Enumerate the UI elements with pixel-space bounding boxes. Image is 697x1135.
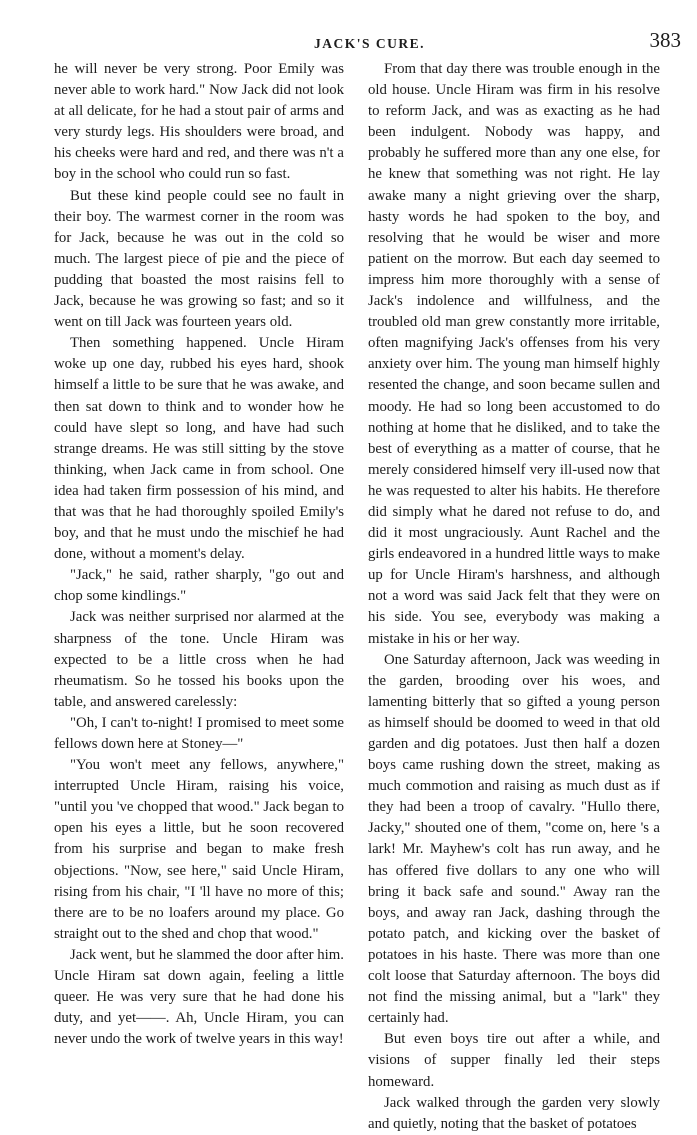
paragraph: Then something happened. Uncle Hiram woke up one day, rubbed his eyes hard, shook himself a little to be sure that he was awake, and then sat down to think and to wonder how he could have slept so long, and have had such strange dreams. He was still sitting by the stove thinking, when Jack came in from school. One idea had taken firm possession of his mind, and that was that he had thoroughly spoiled Emily's boy, and that he must undo the mischief he had done, without a moment's delay. <box>54 335 344 563</box>
text-column-left <box>54 59 344 1050</box>
paragraph: From that day there was trouble enough in the old house. Uncle Hiram was firm in his resolve to reform Jack, and was as exacting as he had been indulgent. Nobody was happy, and probably he suffered more than any one else, for he knew that something was not right. He lay awake many a night grieving over the sharp, hasty words he had spoken to the boy, and resolving that he would be wiser and more patient on the morrow. But each day seemed to impress him more thoroughly with a sense of Jack's indolence and willfulness, and the troubled old man grew constantly more irritable, often magnifying Jack's offenses from his very anxiety over him. The young man himself highly resented the change, and soon became sullen and moody. He had so long been accustomed to do nothing at home that he disliked, and to take the best of everything as a matter of course, that he merely considered himself very ill-used now that he was requested to alter his habits. He therefore did simply what he dared not refuse to do, and did it most ungraciously. Aunt Rachel and the girls endeavored in a hundred little ways to make up for Uncle Hiram's harshness, and although not a word was said Jack felt that they were on his side. You see, everybody was making a mistake in his or her way. <box>368 61 660 647</box>
page-number: 383 <box>649 28 681 52</box>
paragraph: "Oh, I can't to-night! I promised to meet some fellows down here at Stoney—" <box>54 714 344 752</box>
paragraph: One Saturday afternoon, Jack was weeding in the garden, brooding over his woes, and lamenting bitterly that so gifted a young person as himself should be doomed to weed in that old garden and dig potatoes. Just then half a dozen boys came rushing down the street, making as much commotion and raising as much dust as if they had been a troop of cavalry. "Hullo there, Jacky," shouted one of them, "come on, here 's a lark! Mr. Mayhew's colt has run away, and he has offered five dollars to any one who will bring it back safe and sound." Away ran the boys, and away ran Jack, dashing through the potato patch, and kicking over the basket of potatoes in his haste. There was more than one colt loose that Saturday afternoon. The boys did not find the missing animal, but a "lark" they certainly had. <box>368 651 660 1027</box>
page-header <box>0 28 697 58</box>
paragraph: But these kind people could see no fault in their boy. The warmest corner in the room was for Jack, because he was out in the cold so much. The largest piece of pie and the piece of pudding that boasted the most raisins fell to Jack, because he was growing so fast; and so it went on till Jack was fourteen years old. <box>54 187 344 331</box>
paragraph: he will never be very strong. Poor Emily was never able to work hard." Now Jack did not look at all delicate, for he had a stout pair of arms and very sturdy legs. His shoulders were broad, and his cheeks were hard and red, and there was n't a boy in the school who could run so fast. <box>54 61 344 183</box>
paragraph: But even boys tire out after a while, and visions of supper finally led their steps homeward. <box>368 1031 660 1090</box>
paragraph: "You won't meet any fellows, anywhere," interrupted Uncle Hiram, raising his voice, "until you 've chopped that wood." Jack began to open his eyes a little, but he soon recovered from his surprise and began to make fresh objections. "Now, see here," said Uncle Hiram, rising from his chair, "I 'll have no more of this; there are to be no loafers around my place. Go straight out to the shed and chop that wood." <box>54 757 344 942</box>
paragraph: Jack was neither surprised nor alarmed at the sharpness of the tone. Uncle Hiram was expected to be a little cross when he had rheumatism. So he tossed his books upon the table, and answered carelessly: <box>54 609 344 710</box>
running-title: JACK'S CURE. <box>314 36 426 51</box>
paragraph: "Jack," he said, rather sharply, "go out and chop some kindlings." <box>54 567 344 605</box>
paragraph: Jack walked through the garden very slowly and quietly, noting that the basket of potatoes <box>368 1094 660 1132</box>
text-column-right <box>368 59 660 1135</box>
paragraph: Jack went, but he slammed the door after him. Uncle Hiram sat down again, feeling a little queer. He was very sure that he had done his duty, and yet——. Ah, Uncle Hiram, you can never undo the work of twelve years in this way! <box>54 946 344 1048</box>
